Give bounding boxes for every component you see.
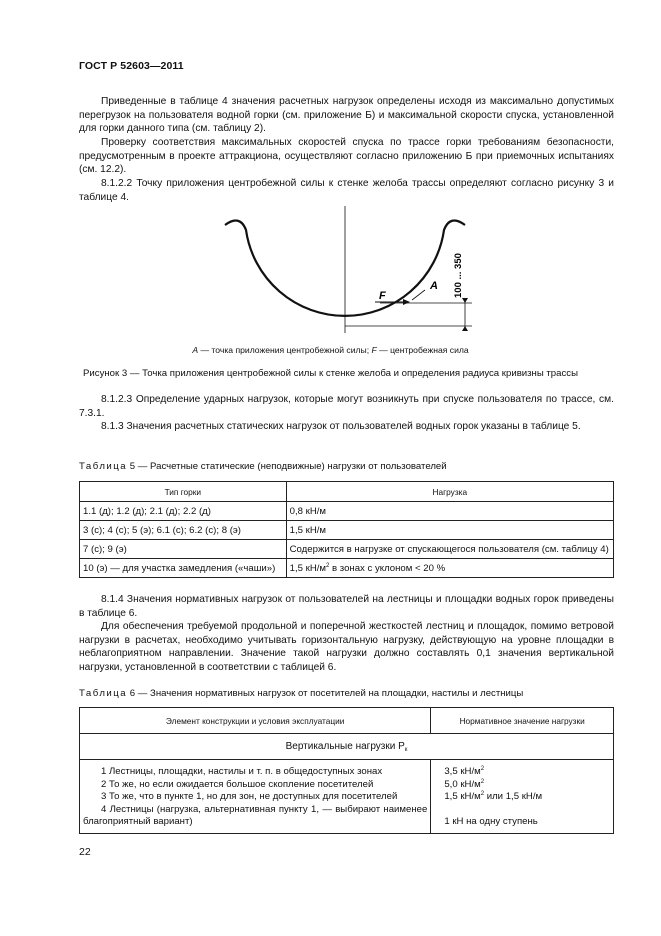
value-text: 5,0 кН/м <box>444 778 481 790</box>
table5-cell: 1.1 (д); 1.2 (д); 2.1 (д); 2.2 (д) <box>80 502 287 521</box>
table6-values-cell <box>431 760 614 834</box>
superscript: 2 <box>326 562 330 569</box>
table5-cell: 3 (с); 4 (с); 5 (э); 6.1 (с); 6.2 (с); 8 (э) <box>80 521 287 540</box>
paragraph-8-1-4: 8.1.4 Значения нормативных нагрузок от пользователей на лестницы и площадки водных горок приведены в таблице 6. <box>79 594 614 619</box>
subheader-text: Вертикальные нагрузки P <box>285 741 405 752</box>
table5-header-load: Нагрузка <box>286 482 613 502</box>
table5-cell: 10 (э) — для участка замедления («чаши») <box>80 559 287 578</box>
table6 <box>79 707 614 834</box>
legend-a-text: — точка приложения центробежной силы; <box>198 345 372 355</box>
point-a-leader <box>412 290 425 300</box>
list-item <box>444 791 610 804</box>
table-row <box>80 559 614 578</box>
list-item: 2 То же, но если ожидается большое скопление посетителей <box>101 778 374 790</box>
table6-caption-prefix: Таблица <box>79 688 128 699</box>
label-f: F <box>379 290 386 302</box>
table5-cell <box>286 559 613 578</box>
document-header: ГОСТ Р 52603—2011 <box>79 60 184 72</box>
superscript: 2 <box>480 778 485 785</box>
table6-header-element: Элемент конструкции и условия эксплуатации <box>80 708 431 734</box>
table5 <box>79 481 614 578</box>
figure-title: Рисунок 3 — Точка приложения центробежной силы к стенке желоба и определения радиуса кривизны трассы <box>83 368 578 379</box>
superscript: 2 <box>480 791 485 797</box>
table-row <box>80 502 614 521</box>
table6-header-value: Нормативное значение нагрузки <box>431 708 614 734</box>
table-header-row <box>80 708 614 734</box>
table6-subheader <box>80 734 614 760</box>
label-a: A <box>430 280 438 292</box>
paragraph-table4-loads: Приведенные в таблице 4 значения расчетных нагрузок определены исходя из максимально допустимых перегрузок на пользователя водной горки (см. приложение Б) и максимальной скорости спуска, установленной для горки данного типа (см. таблицу 2). <box>79 96 614 135</box>
list-item: 1 Лестницы, площадки, настилы и т. п. в общедоступных зонах <box>101 766 383 777</box>
paragraph-8-1-2-2: 8.1.2.2 Точку приложения центробежной силы к стенке желоба трассы определяют согласно рисунку 3 и таблице 4. <box>79 178 614 203</box>
table6-caption-text: 6 — Значения нормативных нагрузок от посетителей на площадки, настилы и лестницы <box>127 688 524 699</box>
table5-cell: Содержится в нагрузке от спускающегося пользователя (см. таблицу 4) <box>286 540 613 559</box>
value-text: 3,5 кН/м <box>444 766 481 777</box>
paragraph-8-1-2-3: 8.1.2.3 Определение ударных нагрузок, которые могут возникнуть при спуске пользователя по трассе, см. 7.3.1. <box>79 394 614 419</box>
table5-caption-prefix: Таблица <box>79 461 128 472</box>
subscript: к <box>404 747 408 753</box>
paragraph-horizontal-load: Для обеспечения требуемой продольной и поперечной жесткостей лестниц и площадок, помимо ветровой нагрузки в расчетах, необходимо учитывать горизонтальную нагрузку, действующую на уровне площадки в неблагоприятном направлении. Значение такой нагрузки должно составлять 0,1 значения вертикальной нагрузки, установленной в соответствии с таблицей 6. <box>79 621 614 674</box>
list-item: 1 кН на одну ступень <box>444 816 538 827</box>
table6-caption <box>79 688 523 699</box>
force-arrowhead <box>403 299 410 305</box>
table5-caption <box>79 461 447 472</box>
list-item <box>444 779 610 792</box>
list-item: 3 То же, что в пункте 1, но для зон, не доступных для посетителей <box>101 791 398 802</box>
value-text: 1,5 кН/м <box>444 791 481 802</box>
table5-header-type: Тип горки <box>80 482 287 502</box>
table5-cell: 7 (с); 9 (э) <box>80 540 287 559</box>
table5-caption-text: 5 — Расчетные статические (неподвижные) нагрузки от пользователей <box>127 461 447 472</box>
superscript: 2 <box>480 766 485 772</box>
table-row <box>80 734 614 760</box>
figure-legend <box>0 345 661 355</box>
table-header-row <box>80 482 614 502</box>
table5-cell: 0,8 кН/м <box>286 502 613 521</box>
legend-f-symbol: F <box>371 345 377 355</box>
table-row <box>80 760 614 834</box>
page-number: 22 <box>79 846 91 858</box>
load-condition: в зонах с уклоном < 20 % <box>329 562 446 574</box>
list-item <box>444 766 610 779</box>
paragraph-speed-check: Проверку соответствия максимальных скоростей спуска по трассе горки требованиям безопасности, предусмотренным в проекте аттракциона, осуществляют согласно приложению Б при приемочных испытаниях (см. 12.2). <box>79 137 614 176</box>
legend-f-text: — центробежная сила <box>376 345 469 355</box>
value-text: или 1,5 кН/м <box>484 791 543 802</box>
label-dimension: 100 ... 350 <box>453 253 464 298</box>
list-item: 4 Лестницы (нагрузка, альтернативная пункту 1, — выбирают наименее благоприятный вариант) <box>83 803 428 827</box>
table-row <box>80 540 614 559</box>
table6-items-cell <box>80 760 431 834</box>
table5-cell: 1,5 кН/м <box>286 521 613 540</box>
figure-trough-diagram <box>200 200 480 340</box>
legend-a-symbol: A <box>192 345 199 355</box>
load-value: 1,5 кН/м <box>289 562 327 574</box>
table-row <box>80 521 614 540</box>
paragraph-8-1-3: 8.1.3 Значения расчетных статических нагрузок от пользователей водных горок указаны в таблице 5. <box>101 421 581 432</box>
